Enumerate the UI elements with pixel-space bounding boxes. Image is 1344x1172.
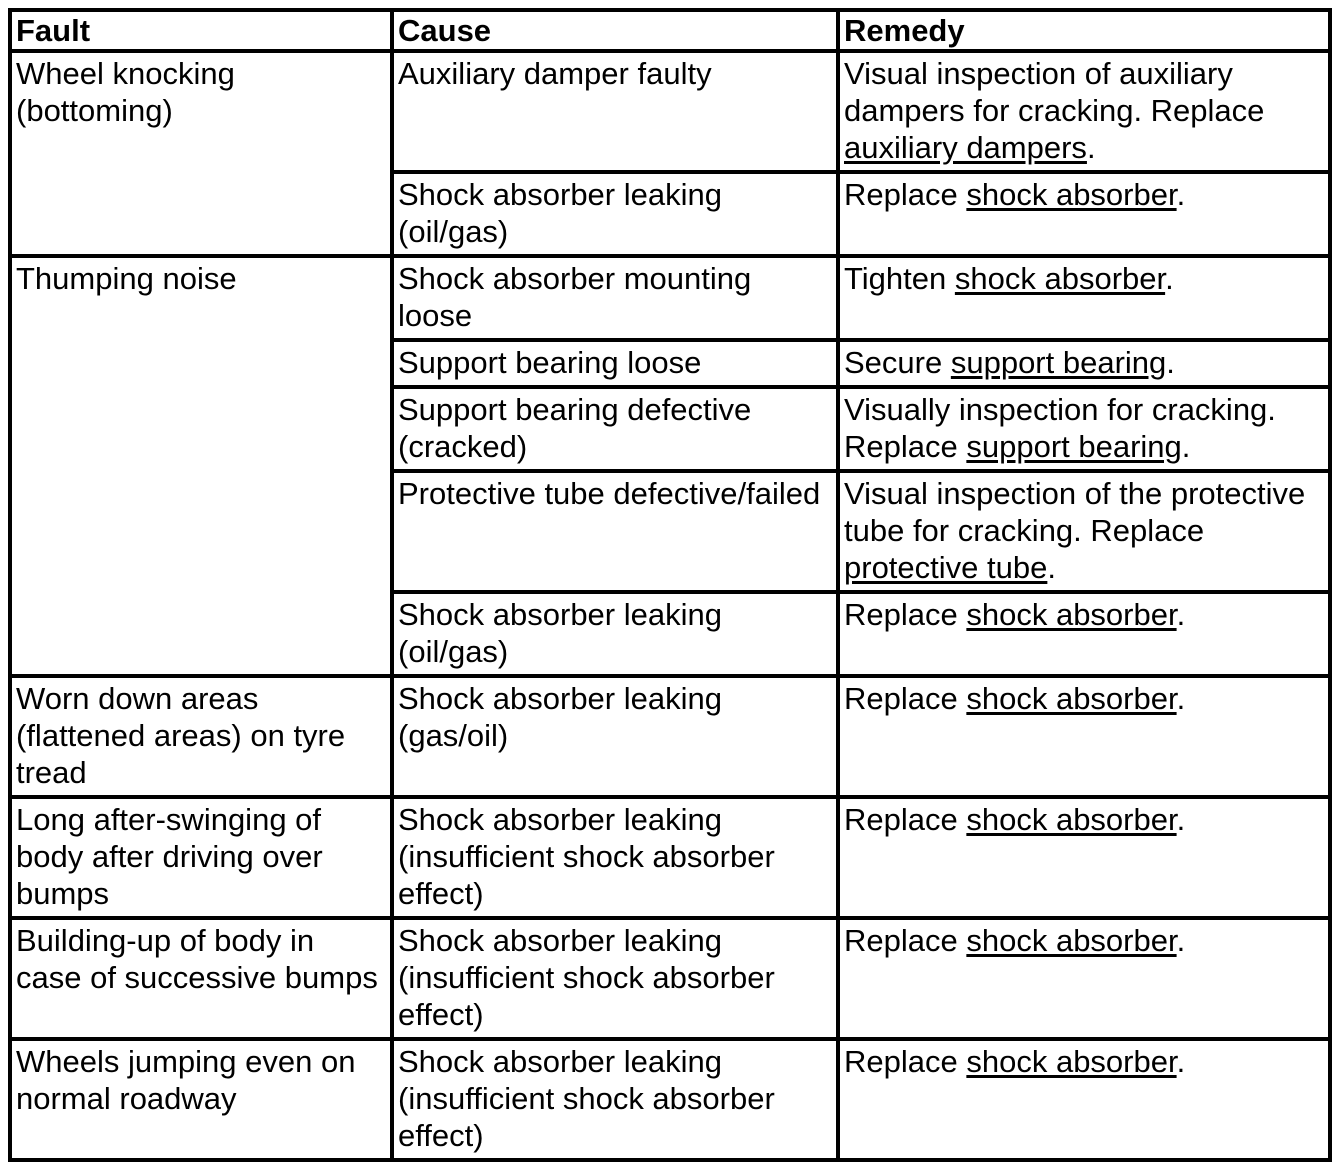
remedy-text: Secure (844, 345, 951, 380)
remedy-cell (838, 51, 1330, 172)
remedy-link[interactable]: auxiliary dampers (844, 130, 1087, 165)
remedy-end: . (1176, 1044, 1186, 1079)
fault-cell: Wheels jumping even on normal roadway (10, 1039, 392, 1160)
table-row (10, 797, 1330, 918)
cause-cell: Shock absorber leaking (insufficient shock absorber effect) (392, 1039, 838, 1160)
cause-cell: Shock absorber mounting loose (392, 256, 838, 340)
cause-cell: Shock absorber leaking (oil/gas) (392, 592, 838, 676)
fault-cell: Long after-swinging of body after driving over bumps (10, 797, 392, 918)
cause-cell: Auxiliary damper faulty (392, 51, 838, 172)
cause-cell: Shock absorber leaking (insufficient shock absorber effect) (392, 797, 838, 918)
cause-cell: Shock absorber leaking (gas/oil) (392, 676, 838, 797)
fault-cell: Worn down areas (flattened areas) on tyre tread (10, 676, 392, 797)
remedy-end: . (1176, 177, 1186, 212)
remedy-end: . (1176, 681, 1186, 716)
remedy-text: Visually inspection for cracking. Replace (844, 392, 1276, 464)
remedy-text: Tighten (844, 261, 955, 296)
remedy-cell (838, 471, 1330, 592)
remedy-link[interactable]: shock absorber (966, 802, 1177, 837)
remedy-link[interactable]: shock absorber (966, 681, 1177, 716)
remedy-end: . (1166, 345, 1175, 380)
remedy-text: Replace (844, 177, 967, 212)
remedy-text: Replace (844, 923, 967, 958)
remedy-link[interactable]: shock absorber (966, 1044, 1177, 1079)
remedy-text: Visual inspection of auxiliary dampers for cracking. Replace (844, 56, 1265, 128)
remedy-link[interactable]: shock absorber (954, 261, 1166, 296)
table-header-row (10, 10, 1330, 51)
remedy-end: . (1176, 923, 1186, 958)
remedy-link[interactable]: shock absorber (966, 597, 1177, 632)
remedy-link[interactable]: shock absorber (966, 923, 1177, 958)
fault-cell: Thumping noise (10, 256, 392, 676)
table-row (10, 918, 1330, 1039)
cause-cell: Shock absorber leaking (oil/gas) (392, 172, 838, 256)
remedy-end: . (1086, 130, 1096, 165)
remedy-cell (838, 387, 1330, 471)
remedy-text: Visual inspection of the protective tube for cracking. Replace (844, 476, 1306, 548)
remedy-text: Replace (844, 1044, 967, 1079)
remedy-cell (838, 172, 1330, 256)
remedy-end: . (1176, 802, 1186, 837)
remedy-end: . (1047, 550, 1056, 585)
remedy-cell (838, 918, 1330, 1039)
cause-cell: Support bearing loose (392, 340, 838, 387)
remedy-link[interactable]: support bearing (950, 345, 1167, 380)
remedy-cell (838, 340, 1330, 387)
cause-cell: Protective tube defective/failed (392, 471, 838, 592)
header-cause: Cause (392, 10, 838, 51)
remedy-end: . (1181, 429, 1191, 464)
cause-cell: Shock absorber leaking (insufficient shock absorber effect) (392, 918, 838, 1039)
remedy-link[interactable]: protective tube (844, 550, 1048, 585)
remedy-cell (838, 1039, 1330, 1160)
table-row (10, 676, 1330, 797)
fault-cell: Wheel knocking (bottoming) (10, 51, 392, 256)
remedy-link[interactable]: support bearing (966, 429, 1182, 464)
remedy-cell (838, 592, 1330, 676)
remedy-end: . (1165, 261, 1174, 296)
header-fault: Fault (10, 10, 392, 51)
remedy-text: Replace (844, 802, 967, 837)
remedy-text: Replace (844, 597, 967, 632)
fault-cell: Building-up of body in case of successive bumps (10, 918, 392, 1039)
remedy-text: Replace (844, 681, 967, 716)
fault-table (8, 8, 1332, 1162)
remedy-cell (838, 676, 1330, 797)
table-row (10, 51, 1330, 172)
remedy-cell (838, 256, 1330, 340)
cause-cell: Support bearing defective (cracked) (392, 387, 838, 471)
table-row (10, 1039, 1330, 1160)
header-remedy: Remedy (838, 10, 1330, 51)
remedy-link[interactable]: shock absorber (966, 177, 1177, 212)
remedy-end: . (1176, 597, 1186, 632)
table-row (10, 256, 1330, 340)
remedy-cell (838, 797, 1330, 918)
